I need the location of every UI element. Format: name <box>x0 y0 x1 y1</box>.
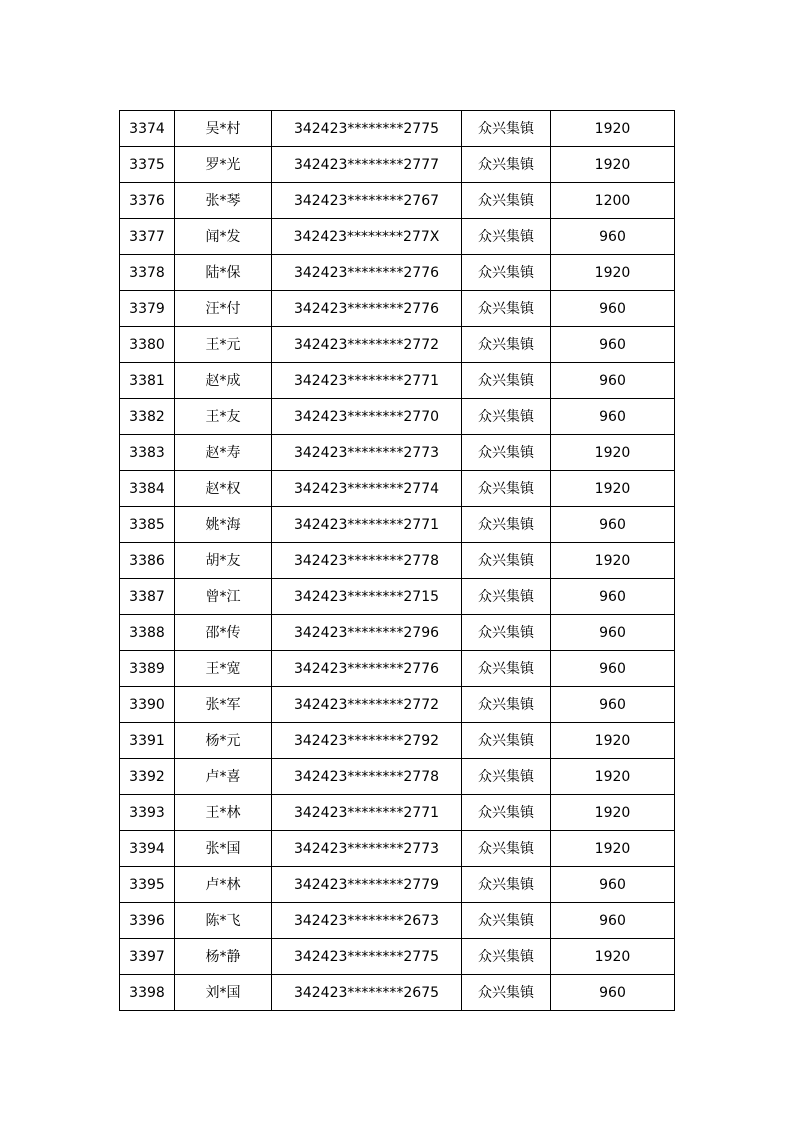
row-number-cell: 3387 <box>120 579 175 615</box>
row-number-cell: 3377 <box>120 219 175 255</box>
table-row <box>120 543 675 579</box>
row-number-cell: 3382 <box>120 399 175 435</box>
table-row <box>120 435 675 471</box>
id-number-cell: 342423********2778 <box>272 543 462 579</box>
table-row <box>120 183 675 219</box>
id-number-cell: 342423********2771 <box>272 363 462 399</box>
amount-cell: 960 <box>551 579 675 615</box>
table-row <box>120 579 675 615</box>
town-cell: 众兴集镇 <box>462 867 551 903</box>
id-number-cell: 342423********2779 <box>272 867 462 903</box>
name-cell: 胡*友 <box>175 543 272 579</box>
id-number-cell: 342423********2776 <box>272 651 462 687</box>
amount-cell: 1920 <box>551 759 675 795</box>
town-cell: 众兴集镇 <box>462 327 551 363</box>
table-row <box>120 867 675 903</box>
name-cell: 王*宽 <box>175 651 272 687</box>
id-number-cell: 342423********2771 <box>272 507 462 543</box>
amount-cell: 960 <box>551 651 675 687</box>
town-cell: 众兴集镇 <box>462 831 551 867</box>
id-number-cell: 342423********2775 <box>272 111 462 147</box>
amount-cell: 960 <box>551 687 675 723</box>
id-number-cell: 342423********2777 <box>272 147 462 183</box>
row-number-cell: 3374 <box>120 111 175 147</box>
id-number-cell: 342423********2673 <box>272 903 462 939</box>
name-cell: 杨*静 <box>175 939 272 975</box>
table-row <box>120 327 675 363</box>
amount-cell: 960 <box>551 399 675 435</box>
table-row <box>120 651 675 687</box>
name-cell: 赵*成 <box>175 363 272 399</box>
name-cell: 闻*发 <box>175 219 272 255</box>
name-cell: 卢*喜 <box>175 759 272 795</box>
amount-cell: 1920 <box>551 471 675 507</box>
table-row <box>120 687 675 723</box>
town-cell: 众兴集镇 <box>462 183 551 219</box>
id-number-cell: 342423********2778 <box>272 759 462 795</box>
town-cell: 众兴集镇 <box>462 615 551 651</box>
row-number-cell: 3393 <box>120 795 175 831</box>
town-cell: 众兴集镇 <box>462 543 551 579</box>
amount-cell: 1920 <box>551 435 675 471</box>
amount-cell: 1920 <box>551 147 675 183</box>
name-cell: 曾*江 <box>175 579 272 615</box>
table-row <box>120 291 675 327</box>
amount-cell: 960 <box>551 867 675 903</box>
name-cell: 张*军 <box>175 687 272 723</box>
town-cell: 众兴集镇 <box>462 795 551 831</box>
amount-cell: 960 <box>551 903 675 939</box>
town-cell: 众兴集镇 <box>462 147 551 183</box>
town-cell: 众兴集镇 <box>462 651 551 687</box>
amount-cell: 960 <box>551 291 675 327</box>
town-cell: 众兴集镇 <box>462 219 551 255</box>
amount-cell: 960 <box>551 507 675 543</box>
table-row <box>120 975 675 1011</box>
roster-table <box>119 110 675 1011</box>
amount-cell: 1920 <box>551 939 675 975</box>
town-cell: 众兴集镇 <box>462 903 551 939</box>
table-row <box>120 723 675 759</box>
id-number-cell: 342423********277X <box>272 219 462 255</box>
row-number-cell: 3398 <box>120 975 175 1011</box>
row-number-cell: 3384 <box>120 471 175 507</box>
name-cell: 姚*海 <box>175 507 272 543</box>
amount-cell: 960 <box>551 615 675 651</box>
row-number-cell: 3394 <box>120 831 175 867</box>
town-cell: 众兴集镇 <box>462 723 551 759</box>
roster-table-body <box>120 111 675 1011</box>
town-cell: 众兴集镇 <box>462 435 551 471</box>
name-cell: 罗*光 <box>175 147 272 183</box>
row-number-cell: 3388 <box>120 615 175 651</box>
id-number-cell: 342423********2774 <box>272 471 462 507</box>
row-number-cell: 3379 <box>120 291 175 327</box>
table-row <box>120 399 675 435</box>
amount-cell: 1920 <box>551 543 675 579</box>
id-number-cell: 342423********2775 <box>272 939 462 975</box>
name-cell: 王*元 <box>175 327 272 363</box>
row-number-cell: 3385 <box>120 507 175 543</box>
id-number-cell: 342423********2772 <box>272 327 462 363</box>
town-cell: 众兴集镇 <box>462 975 551 1011</box>
town-cell: 众兴集镇 <box>462 471 551 507</box>
table-row <box>120 219 675 255</box>
name-cell: 陆*保 <box>175 255 272 291</box>
table-row <box>120 111 675 147</box>
id-number-cell: 342423********2675 <box>272 975 462 1011</box>
table-row <box>120 255 675 291</box>
row-number-cell: 3375 <box>120 147 175 183</box>
row-number-cell: 3381 <box>120 363 175 399</box>
row-number-cell: 3378 <box>120 255 175 291</box>
row-number-cell: 3397 <box>120 939 175 975</box>
name-cell: 赵*寿 <box>175 435 272 471</box>
town-cell: 众兴集镇 <box>462 579 551 615</box>
amount-cell: 1920 <box>551 831 675 867</box>
name-cell: 卢*林 <box>175 867 272 903</box>
amount-cell: 960 <box>551 363 675 399</box>
id-number-cell: 342423********2792 <box>272 723 462 759</box>
id-number-cell: 342423********2773 <box>272 831 462 867</box>
town-cell: 众兴集镇 <box>462 399 551 435</box>
row-number-cell: 3392 <box>120 759 175 795</box>
name-cell: 陈*飞 <box>175 903 272 939</box>
table-row <box>120 363 675 399</box>
table-row <box>120 759 675 795</box>
row-number-cell: 3395 <box>120 867 175 903</box>
name-cell: 汪*付 <box>175 291 272 327</box>
row-number-cell: 3376 <box>120 183 175 219</box>
name-cell: 王*林 <box>175 795 272 831</box>
table-row <box>120 615 675 651</box>
table-row <box>120 831 675 867</box>
amount-cell: 960 <box>551 219 675 255</box>
row-number-cell: 3383 <box>120 435 175 471</box>
amount-cell: 1200 <box>551 183 675 219</box>
id-number-cell: 342423********2796 <box>272 615 462 651</box>
row-number-cell: 3389 <box>120 651 175 687</box>
town-cell: 众兴集镇 <box>462 687 551 723</box>
name-cell: 吴*村 <box>175 111 272 147</box>
name-cell: 赵*权 <box>175 471 272 507</box>
table-row <box>120 795 675 831</box>
id-number-cell: 342423********2771 <box>272 795 462 831</box>
town-cell: 众兴集镇 <box>462 759 551 795</box>
name-cell: 刘*国 <box>175 975 272 1011</box>
name-cell: 王*友 <box>175 399 272 435</box>
town-cell: 众兴集镇 <box>462 507 551 543</box>
amount-cell: 1920 <box>551 723 675 759</box>
name-cell: 张*国 <box>175 831 272 867</box>
town-cell: 众兴集镇 <box>462 111 551 147</box>
name-cell: 邵*传 <box>175 615 272 651</box>
table-row <box>120 939 675 975</box>
amount-cell: 1920 <box>551 255 675 291</box>
name-cell: 张*琴 <box>175 183 272 219</box>
amount-cell: 960 <box>551 975 675 1011</box>
amount-cell: 960 <box>551 327 675 363</box>
town-cell: 众兴集镇 <box>462 363 551 399</box>
id-number-cell: 342423********2773 <box>272 435 462 471</box>
town-cell: 众兴集镇 <box>462 291 551 327</box>
id-number-cell: 342423********2767 <box>272 183 462 219</box>
row-number-cell: 3386 <box>120 543 175 579</box>
row-number-cell: 3390 <box>120 687 175 723</box>
name-cell: 杨*元 <box>175 723 272 759</box>
id-number-cell: 342423********2776 <box>272 255 462 291</box>
row-number-cell: 3391 <box>120 723 175 759</box>
town-cell: 众兴集镇 <box>462 939 551 975</box>
table-row <box>120 507 675 543</box>
table-row <box>120 903 675 939</box>
row-number-cell: 3380 <box>120 327 175 363</box>
id-number-cell: 342423********2776 <box>272 291 462 327</box>
town-cell: 众兴集镇 <box>462 255 551 291</box>
table-row <box>120 147 675 183</box>
id-number-cell: 342423********2772 <box>272 687 462 723</box>
amount-cell: 1920 <box>551 111 675 147</box>
table-row <box>120 471 675 507</box>
row-number-cell: 3396 <box>120 903 175 939</box>
id-number-cell: 342423********2715 <box>272 579 462 615</box>
id-number-cell: 342423********2770 <box>272 399 462 435</box>
amount-cell: 1920 <box>551 795 675 831</box>
